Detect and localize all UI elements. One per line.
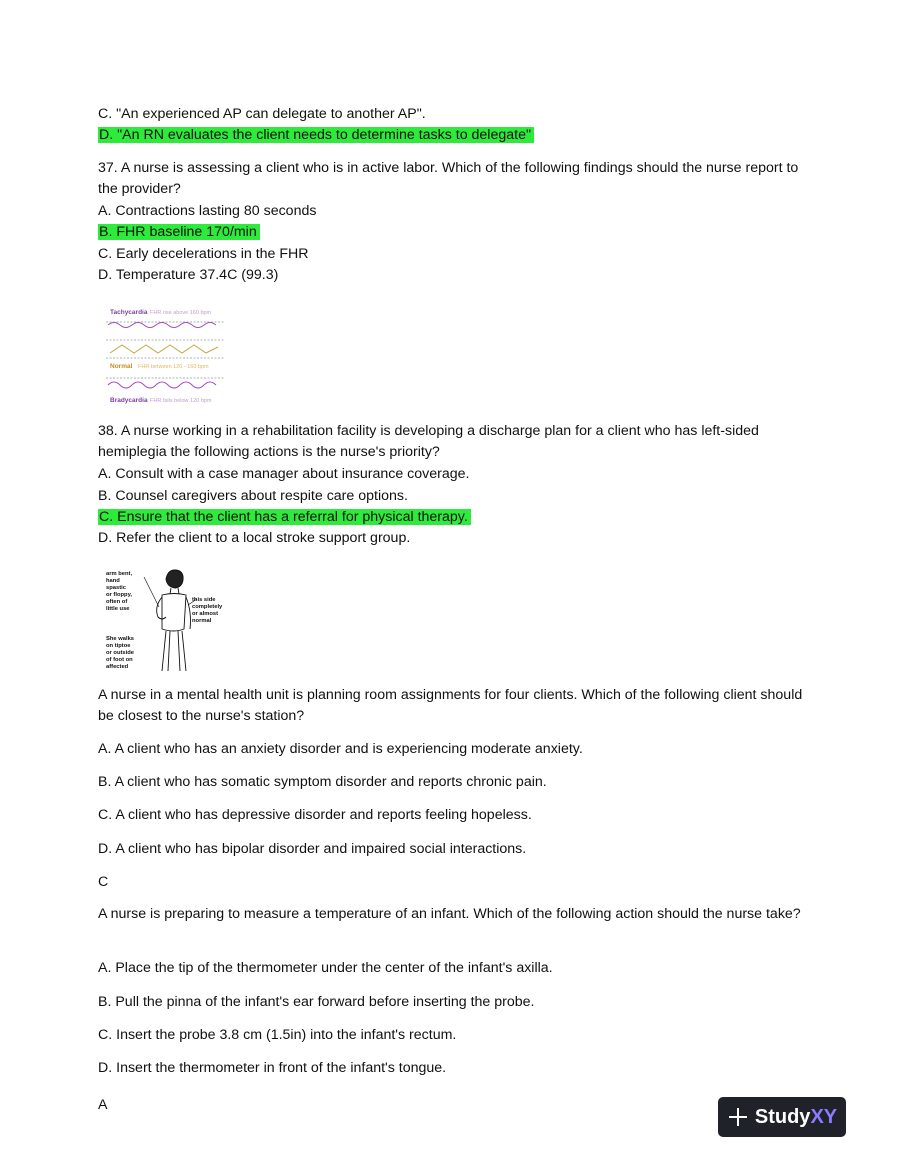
q37-answer-highlight: B. FHR baseline 170/min (98, 224, 260, 240)
studyxy-logo-text (755, 1106, 837, 1129)
q38-stem: 38. A nurse working in a rehabilitation facility is developing a discharge plan for a client who has left-sided hemiplegia the following actions is the nurse's priority? (98, 423, 759, 461)
hemi-arm-label-3: spastic (106, 585, 126, 591)
hemi-side-label-2: completely (192, 604, 223, 610)
q39-option-b: B. A client who has somatic symptom disorder and reports chronic pain. (98, 774, 547, 790)
q36-option-d (98, 125, 534, 145)
q36-option-c: C. "An experienced AP can delegate to another AP". (98, 106, 426, 122)
studyxy-study-text: Study (754, 1105, 811, 1128)
hemiplegia-person-drawing (144, 570, 197, 671)
q37-option-c: C. Early decelerations in the FHR (98, 246, 309, 262)
q37-option-a: A. Contractions lasting 80 seconds (98, 203, 317, 219)
hemi-arm-label-4: or floppy, (106, 592, 132, 598)
fhr-normal-desc: FHR between 120 - 160 bpm (138, 364, 209, 370)
hemiplegia-figure (104, 567, 234, 673)
fhr-normal-trace (110, 345, 218, 353)
hemi-arm-label-5: often of (106, 599, 128, 605)
q37-option-d: D. Temperature 37.4C (99.3) (98, 267, 279, 283)
q37-option-b (98, 222, 260, 242)
q38-answer-highlight: C. Ensure that the client has a referral for physical therapy. (98, 509, 471, 525)
hemi-side-label-4: normal (192, 618, 212, 624)
q38-option-b: B. Counsel caregivers about respite care options. (98, 488, 408, 504)
studyxy-xy-text: XY (810, 1105, 838, 1128)
fhr-brady-label: Bradycardia (110, 397, 148, 404)
hemi-walk-label-1: She walks (106, 636, 135, 642)
q39-option-a: A. A client who has an anxiety disorder and is experiencing moderate anxiety. (98, 741, 583, 757)
fhr-figure (104, 303, 234, 407)
q38-option-c (98, 507, 471, 527)
hemi-arm-label-6: little use (106, 606, 130, 612)
q40-stem: A nurse is preparing to measure a temperature of an infant. Which of the following action should the nurse take? (98, 906, 801, 922)
fhr-normal-label: Normal (110, 363, 133, 370)
hemi-walk-label-2: on tiptoe (106, 643, 131, 649)
plus-icon (727, 1106, 749, 1128)
q39-stem: A nurse in a mental health unit is planning room assignments for four clients. Which of the following client should be closest to the nurse's station? (98, 687, 803, 725)
q39-answer: C (98, 874, 109, 890)
q36-answer-highlight: D. "An RN evaluates the client needs to determine tasks to delegate" (98, 127, 534, 143)
q37-stem: 37. A nurse is assessing a client who is in active labor. Which of the following findings should the nurse report to the provider? (98, 160, 799, 198)
fhr-brady-trace (108, 382, 216, 388)
q40-option-a: A. Place the tip of the thermometer under the center of the infant's axilla. (98, 960, 553, 976)
q39-option-c: C. A client who has depressive disorder and reports feeling hopeless. (98, 807, 532, 823)
q40-answer: A (98, 1097, 108, 1113)
q38-option-a: A. Consult with a case manager about insurance coverage. (98, 466, 470, 482)
q40-option-c: C. Insert the probe 3.8 cm (1.5in) into the infant's rectum. (98, 1027, 457, 1043)
q40-option-d: D. Insert the thermometer in front of the infant's tongue. (98, 1060, 447, 1076)
q40-option-b: B. Pull the pinna of the infant's ear forward before inserting the probe. (98, 994, 535, 1010)
studyxy-badge[interactable] (718, 1097, 846, 1137)
q39-option-d: D. A client who has bipolar disorder and impaired social interactions. (98, 841, 527, 857)
fhr-tachy-desc: FHR rise above 160 bpm (150, 310, 212, 316)
hemi-walk-label-5: affected (106, 664, 129, 670)
fhr-tachy-trace (108, 323, 216, 328)
q38-option-d: D. Refer the client to a local stroke support group. (98, 530, 411, 546)
hemi-arm-label-2: hand (106, 578, 120, 584)
hemi-side-label-3: or almost (192, 611, 219, 617)
fhr-brady-desc: FHR falls below 120 bpm (150, 398, 212, 404)
hemi-walk-label-4: of foot on (106, 657, 133, 663)
hemi-arm-label-1: arm bent, (106, 571, 133, 577)
hemi-side-label-1: this side (192, 597, 216, 603)
fhr-tachy-label: Tachycardia (110, 309, 148, 316)
hemi-walk-label-3: or outside (106, 650, 135, 656)
